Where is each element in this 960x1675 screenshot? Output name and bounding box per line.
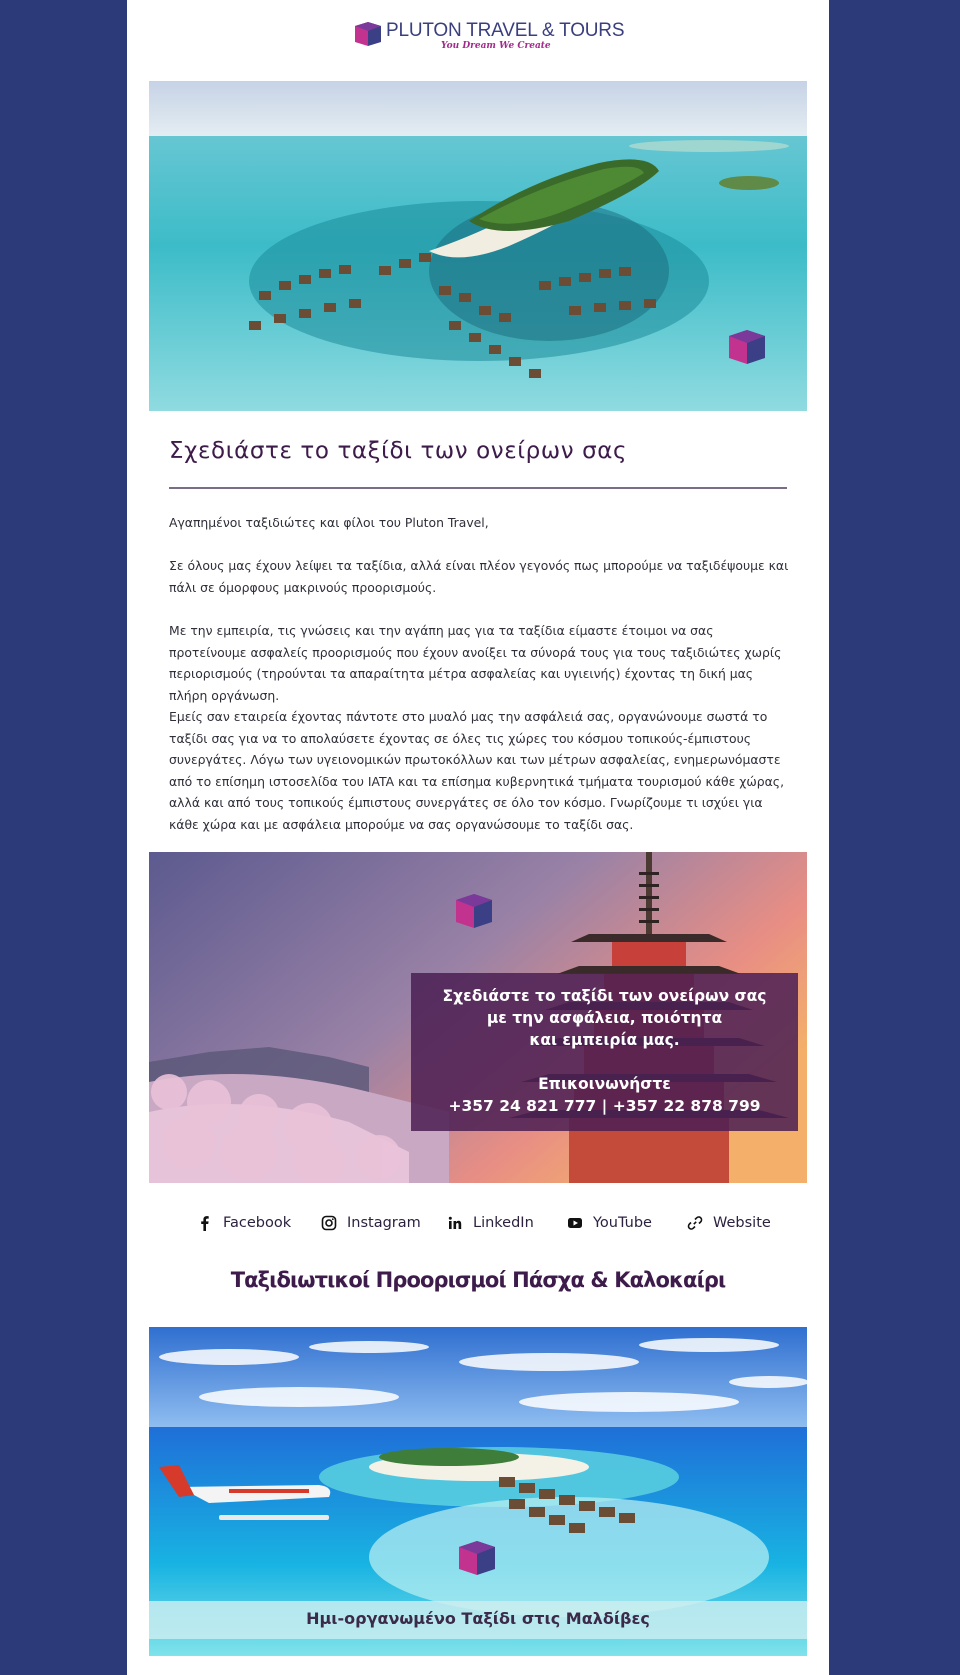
- logo-name: PLUTON TRAVEL & TOURS: [386, 20, 625, 41]
- greeting-text: Αγαπημένοι ταξιδιώτες και φίλοι του Pluton Travel,: [169, 515, 489, 530]
- destinations-title: Ταξιδιωτικοί Προορισμοί Πάσχα & Καλοκαίρι: [230, 1268, 726, 1292]
- intro-paragraph-1: Σε όλους μας έχουν λείψει τα ταξίδια, αλλά είναι πλέον γεγονός πως μπορούμε να ταξιδέψουμε και πάλι σε όμορφους μακρινούς προορισμούς.: [169, 558, 789, 595]
- link-icon: [687, 1215, 703, 1231]
- cube-promo-icon: [459, 1541, 495, 1575]
- intro-paragraph-3: Εμείς σαν εταιρεία έχοντας πάντοτε στο μυαλό μας την ασφάλειά σας, οργανώνουμε σωστά το ταξίδι σας για να το απολαύσετε έχοντας σε όλες τις χώρες του κόσμου τοπικούς-έμπιστους συνεργάτες. Λόγω των υγειονομικών πρωτοκόλλων και των μέτρων ασφαλείας, ενημερωνόμαστε από το επίσημη ιστοσελίδα του IATA και τα επίσημα κυβερνητικά τμήματα τουρισμού κάθε χώρας, αλλά και από τους τοπικούς έμπιστους συνεργάτες σε όλο τον κόσμο. Γνωρίζουμε τι ισχύει για κάθε χώρα και με ασφάλεια μπορούμε να σας οργανώσουμε το ταξίδι σας.: [169, 709, 785, 832]
- instagram-icon: [321, 1215, 337, 1231]
- intro-paragraph-2: Με την εμπειρία, τις γνώσεις και την αγάπη μας για τα ταξίδια είμαστε έτοιμοι να σας προτείνουμε ασφαλείς προορισμούς που έχουν ανοίξει τα σύνορά τους για τους ταξιδιώτες χωρίς περιορισμούς (τηρούνται τα απαραίτητα μέτρα ασφαλείας και υγιεινής) έχοντας τη δική μας πλήρη οργάνωση.: [169, 623, 782, 703]
- banner-line-1: Σχεδιάστε το ταξίδι των ονείρων σας: [442, 987, 767, 1005]
- youtube-icon: [567, 1215, 583, 1231]
- email-page: [127, 0, 829, 1675]
- social-link-facebook[interactable]: Facebook: [197, 1211, 291, 1235]
- linkedin-icon: [447, 1215, 463, 1231]
- social-link-youtube[interactable]: YouTube: [567, 1211, 652, 1235]
- header-logo[interactable]: [127, 18, 829, 58]
- cube-banner-icon: [456, 894, 492, 928]
- social-link-linkedin[interactable]: LinkedIn: [447, 1211, 534, 1235]
- banner-line-3: και εμπειρία μας.: [529, 1031, 680, 1049]
- banner-phones[interactable]: +357 24 821 777 | +357 22 878 799: [448, 1097, 761, 1115]
- hero-image: [149, 81, 807, 411]
- social-link-website[interactable]: Website: [687, 1211, 771, 1235]
- logo-tagline: You Dream We Create: [441, 41, 551, 51]
- cube-logo-icon: [353, 20, 383, 48]
- facebook-icon: [197, 1215, 213, 1231]
- intro-title: Σχεδιάστε το ταξίδι των ονείρων σας: [169, 438, 628, 464]
- maldives-card-label[interactable]: Ημι-οργανωμένο Ταξίδι στις Μαλδίβες: [306, 1609, 650, 1628]
- cube-watermark-icon: [729, 330, 765, 364]
- banner-line-2: με την ασφάλεια, ποιότητα: [486, 1009, 723, 1027]
- banner-contact-label: Επικοινωνήστε: [538, 1075, 671, 1093]
- title-divider: [169, 487, 787, 489]
- social-link-instagram[interactable]: Instagram: [321, 1211, 421, 1235]
